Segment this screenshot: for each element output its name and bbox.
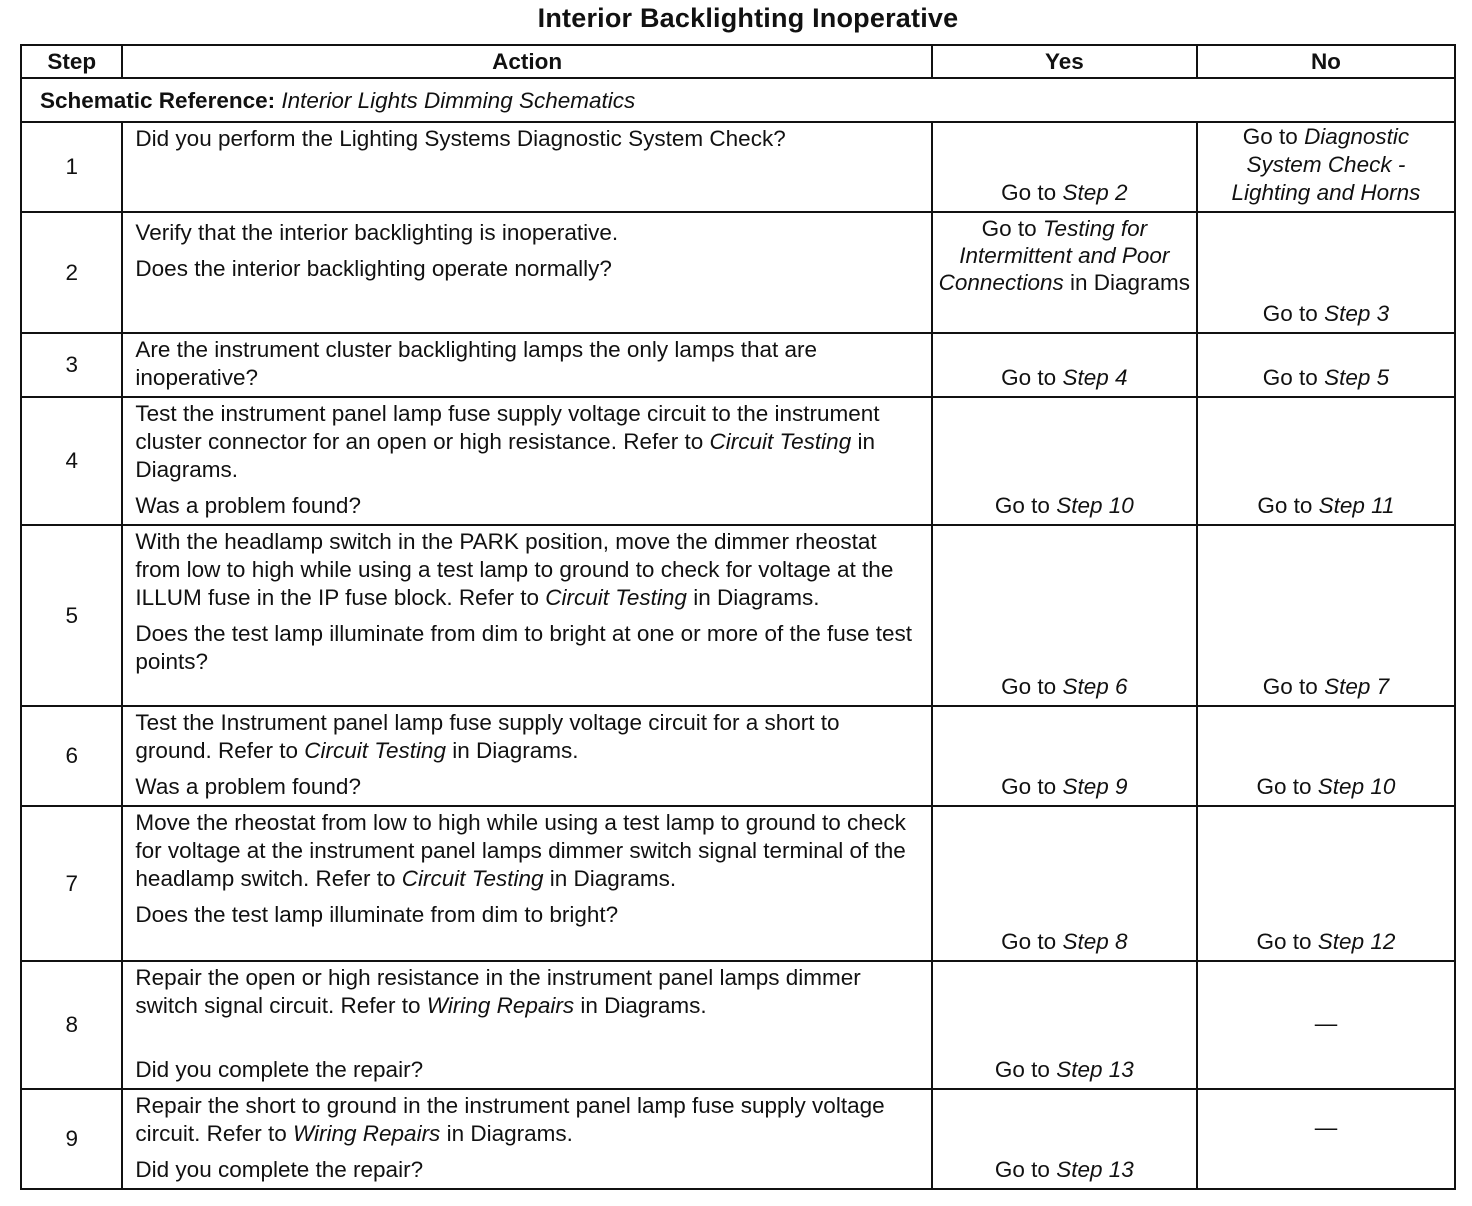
action-reference-suffix: in Diagrams. bbox=[440, 1121, 573, 1146]
step-number: 1 bbox=[21, 122, 122, 212]
go-to-text: Go to bbox=[1256, 774, 1318, 799]
action-reference-suffix: in Diagrams. bbox=[446, 738, 579, 763]
action-question: Was a problem found? bbox=[135, 493, 361, 518]
table-row bbox=[21, 806, 1455, 961]
action-text bbox=[135, 964, 920, 1020]
action-text bbox=[135, 400, 920, 484]
action-text bbox=[135, 809, 920, 893]
header-row bbox=[21, 45, 1455, 78]
step-number: 8 bbox=[21, 961, 122, 1089]
no-target: Step 12 bbox=[1317, 929, 1396, 954]
no-cell bbox=[1197, 122, 1455, 212]
action-question: Does the test lamp illuminate from dim to bright? bbox=[135, 902, 619, 927]
action-reference-suffix: in Diagrams. bbox=[543, 866, 677, 891]
step-number: 3 bbox=[21, 333, 122, 397]
action-text-part: Repair the short to ground in the instrument panel lamp fuse supply voltage circuit. Refer to bbox=[135, 1093, 885, 1146]
action-text: Did you perform the Lighting Systems Diagnostic System Check? bbox=[135, 126, 786, 151]
diagnostic-table bbox=[20, 44, 1456, 1190]
yes-cell bbox=[932, 122, 1197, 212]
table-row bbox=[21, 397, 1455, 525]
action-cell bbox=[122, 806, 931, 961]
action-cell bbox=[122, 397, 931, 525]
action-reference-suffix: in Diagrams. bbox=[135, 429, 875, 482]
no-cell bbox=[1197, 961, 1455, 1089]
go-to-text: Go to bbox=[1001, 929, 1063, 954]
step-number: 9 bbox=[21, 1089, 122, 1189]
action-question: Did you complete the repair? bbox=[135, 1057, 424, 1082]
yes-target: Step 13 bbox=[1056, 1157, 1134, 1182]
schematic-reference-value: Interior Lights Dimming Schematics bbox=[281, 88, 636, 113]
schematic-reference bbox=[21, 78, 1455, 122]
table-row bbox=[21, 706, 1455, 806]
go-to-text: Go to bbox=[1001, 774, 1063, 799]
dash-text: — bbox=[1314, 1115, 1338, 1140]
step-number: 6 bbox=[21, 706, 122, 806]
action-question: Does the interior backlighting operate normally? bbox=[135, 256, 612, 281]
header-no: No bbox=[1197, 45, 1455, 78]
go-to-text: Go to bbox=[994, 1157, 1057, 1182]
go-to-text: Go to bbox=[1262, 365, 1325, 390]
step-number: 4 bbox=[21, 397, 122, 525]
yes-cell bbox=[932, 706, 1197, 806]
yes-cell bbox=[932, 806, 1197, 961]
schematic-reference-row bbox=[21, 78, 1455, 122]
action-question: Did you complete the repair? bbox=[135, 1157, 424, 1182]
no-cell bbox=[1197, 1089, 1455, 1189]
yes-cell bbox=[932, 212, 1197, 333]
no-target: Step 11 bbox=[1318, 493, 1395, 518]
no-cell bbox=[1197, 525, 1455, 706]
schematic-reference-label: Schematic Reference: bbox=[40, 88, 276, 113]
go-to-text: Go to bbox=[994, 1057, 1057, 1082]
action-cell bbox=[122, 525, 931, 706]
action-reference: Wiring Repairs bbox=[292, 1121, 441, 1146]
yes-cell bbox=[932, 525, 1197, 706]
action-reference: Circuit Testing bbox=[401, 866, 544, 891]
action-cell bbox=[122, 333, 931, 397]
table-row bbox=[21, 525, 1455, 706]
header-action: Action bbox=[122, 45, 931, 78]
no-target: Diagnostic System Check - Lighting and Horns bbox=[1231, 124, 1421, 205]
go-to-text: Go to bbox=[1262, 674, 1325, 699]
yes-target: Testing for Intermittent and Poor Connections bbox=[938, 216, 1170, 295]
go-to-text: Go to bbox=[1242, 124, 1305, 149]
no-cell bbox=[1197, 806, 1455, 961]
step-number: 7 bbox=[21, 806, 122, 961]
go-to-text: Go to bbox=[1262, 301, 1325, 326]
no-target: Step 7 bbox=[1324, 674, 1390, 699]
yes-cell bbox=[932, 1089, 1197, 1189]
action-text bbox=[135, 1092, 920, 1148]
yes-target: Step 6 bbox=[1062, 674, 1128, 699]
yes-cell bbox=[932, 397, 1197, 525]
action-question: Does the test lamp illuminate from dim to bright at one or more of the fuse test points? bbox=[135, 621, 913, 674]
action-cell bbox=[122, 1089, 931, 1189]
go-to-text: Go to bbox=[1001, 365, 1063, 390]
action-text bbox=[135, 709, 920, 765]
header-yes: Yes bbox=[932, 45, 1197, 78]
document-title: Interior Backlighting Inoperative bbox=[537, 3, 959, 33]
yes-cell bbox=[932, 333, 1197, 397]
action-text: Verify that the interior backlighting is inoperative. bbox=[135, 220, 619, 245]
step-number: 5 bbox=[21, 525, 122, 706]
go-to-text: Go to bbox=[1001, 180, 1063, 205]
table-row bbox=[21, 122, 1455, 212]
no-cell bbox=[1197, 333, 1455, 397]
no-cell bbox=[1197, 397, 1455, 525]
action-reference-suffix: in Diagrams. bbox=[574, 993, 707, 1018]
go-to-text: Go to bbox=[994, 493, 1057, 518]
step-number: 2 bbox=[21, 212, 122, 333]
go-to-text: Go to bbox=[1001, 674, 1063, 699]
go-to-text: Go to bbox=[1256, 929, 1318, 954]
action-cell bbox=[122, 961, 931, 1089]
yes-target: Step 9 bbox=[1062, 774, 1128, 799]
action-cell bbox=[122, 706, 931, 806]
action-reference: Wiring Repairs bbox=[426, 993, 575, 1018]
action-text-part: Repair the open or high resistance in the instrument panel lamps dimmer switch signal circuit. Refer to bbox=[135, 965, 861, 1018]
table-row bbox=[21, 212, 1455, 333]
header-step: Step bbox=[21, 45, 122, 78]
action-text-part: Move the rheostat from low to high while using a test lamp to ground to check for voltage at the instrument panel lamps dimmer switch signal terminal of the headlamp switch. Refer to bbox=[135, 810, 906, 891]
action-reference-suffix: in Diagrams. bbox=[686, 585, 820, 610]
action-question: Was a problem found? bbox=[135, 774, 361, 799]
go-to-text: Go to bbox=[981, 216, 1043, 241]
action-text-part: Test the instrument panel lamp fuse supply voltage circuit to the instrument cluster connector for an open or high resistance. Refer to bbox=[135, 401, 880, 454]
yes-cell bbox=[932, 961, 1197, 1089]
yes-target: Step 2 bbox=[1062, 180, 1128, 205]
yes-target: Step 4 bbox=[1062, 365, 1128, 390]
dash-text: — bbox=[1314, 1011, 1338, 1036]
action-cell bbox=[122, 212, 931, 333]
no-target: Step 5 bbox=[1324, 365, 1390, 390]
no-target: Step 10 bbox=[1317, 774, 1396, 799]
table-row bbox=[21, 1089, 1455, 1189]
no-cell bbox=[1197, 706, 1455, 806]
action-text: Are the instrument cluster backlighting lamps the only lamps that are inoperative? bbox=[135, 337, 818, 390]
diagrams-text: Diagrams bbox=[1093, 270, 1191, 295]
action-reference: Circuit Testing bbox=[709, 429, 852, 454]
in-text: in bbox=[1063, 270, 1094, 295]
go-to-text: Go to bbox=[1257, 493, 1319, 518]
action-reference: Circuit Testing bbox=[304, 738, 447, 763]
action-reference: Circuit Testing bbox=[545, 585, 687, 610]
no-target: Step 3 bbox=[1324, 301, 1390, 326]
action-text-part: With the headlamp switch in the PARK position, move the dimmer rheostat from low to high while using a test lamp to ground to check for voltage at the ILLUM fuse in the IP fuse block. Refer to bbox=[135, 529, 894, 610]
action-text-part: Test the Instrument panel lamp fuse supply voltage circuit for a short to ground. Refer to bbox=[135, 710, 840, 763]
yes-target: Step 13 bbox=[1056, 1057, 1134, 1082]
action-cell bbox=[122, 122, 931, 212]
no-cell bbox=[1197, 212, 1455, 333]
yes-target: Step 8 bbox=[1062, 929, 1128, 954]
table-row bbox=[21, 961, 1455, 1089]
yes-target: Step 10 bbox=[1056, 493, 1134, 518]
action-text bbox=[135, 528, 920, 612]
table-row bbox=[21, 333, 1455, 397]
